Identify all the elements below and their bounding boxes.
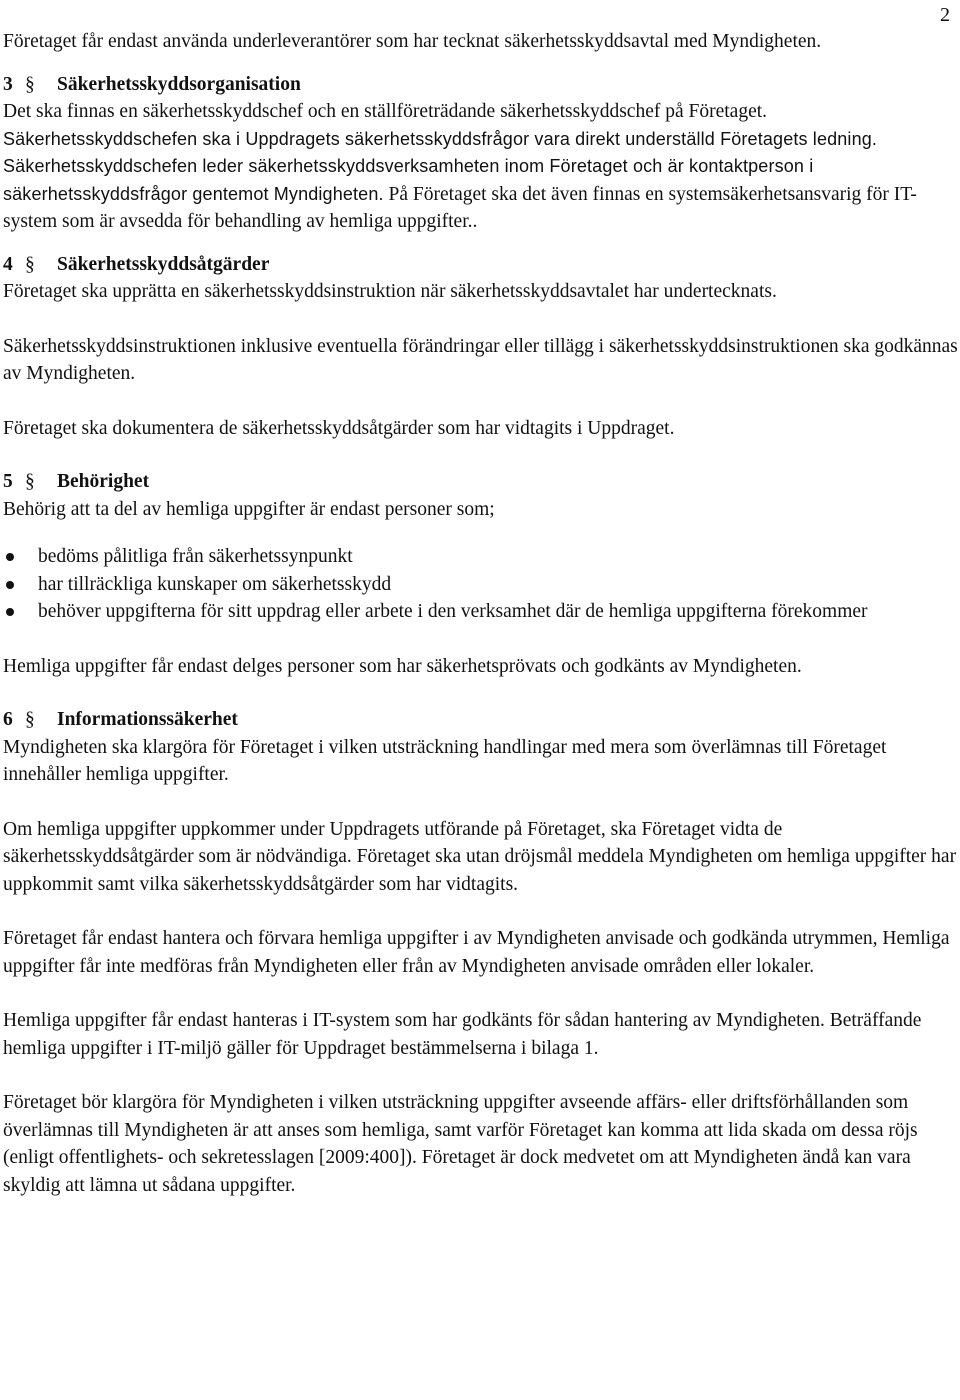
section-6-number: 6 bbox=[3, 709, 13, 730]
list-item bbox=[3, 571, 958, 599]
section-3-heading bbox=[3, 71, 958, 99]
section-6-paragraph-5: Företaget bör klargöra för Myndigheten i vilken utsträckning uppgifter avseende affärs- eller driftsförhållanden som överlämnas till Myndigheten är att anses som hemliga, samt varför Företaget kan komma att lida skada om dessa röjs (enligt offentlighets- och sekretesslagen [2009:400]). Företaget är dock medvetet om att Myndigheten ändå kan vara skyldig att lämna ut sådana uppgifter. bbox=[3, 1092, 918, 1196]
section-4-title: Säkerhetsskyddsåtgärder bbox=[57, 253, 270, 275]
section-3-serif-text: På Företaget ska det även finnas en systemsäkerhetsansvarig för IT-system som är avsedda för behandling av hemliga uppgifter.. bbox=[3, 183, 917, 232]
intro-paragraph: Företaget får endast använda underleverantörer som har tecknat säkerhetsskyddsavtal med Myndigheten. bbox=[3, 31, 822, 52]
paragraph-sign-icon: § bbox=[25, 471, 35, 492]
section-4-number: 4 bbox=[3, 253, 13, 275]
section-5-intro: Behörig att ta del av hemliga uppgifter är endast personer som; bbox=[3, 498, 495, 520]
list-item bbox=[3, 543, 958, 571]
list-item-text: behöver uppgifterna för sitt uppdrag eller arbete i den verksamhet där de hemliga uppgifterna förekommer bbox=[38, 601, 868, 622]
section-6-title: Informationssäkerhet bbox=[57, 709, 238, 730]
section-3-title: Säkerhetsskyddsorganisation bbox=[57, 73, 301, 95]
section-3-number: 3 bbox=[3, 73, 13, 95]
section-6-paragraph-4: Hemliga uppgifter får endast hanteras i IT-system som har godkänts för sådan hantering av Myndigheten. Beträffande hemliga uppgifter i IT-miljö gäller för Uppdraget bestämmelserna i bilaga 1. bbox=[3, 1010, 922, 1059]
section-6-paragraph-3: Företaget får endast hantera och förvara hemliga uppgifter i av Myndigheten anvisade och godkända utrymmen, Hemliga uppgifter får inte medföras från Myndigheten eller från av Myndigheten anvisade områden eller lokaler. bbox=[3, 928, 950, 977]
section-5-number: 5 bbox=[3, 471, 13, 492]
section-3-body bbox=[3, 126, 958, 236]
list-item-text: bedöms pålitliga från säkerhetssynpunkt bbox=[38, 546, 353, 567]
section-6-paragraph-2: Om hemliga uppgifter uppkommer under Uppdragets utförande på Företaget, ska Företaget vidta de säkerhetsskyddsåtgärder som är nödvändiga. Företaget ska utan dröjsmål meddela Myndigheten om hemliga uppgifter har uppkommit samt vilka säkerhetsskyddsåtgärder som har vidtagits. bbox=[3, 818, 957, 895]
section-4-heading bbox=[3, 251, 958, 279]
page-number: 2 bbox=[940, 4, 950, 26]
section-6-paragraph-1: Myndigheten ska klargöra för Företaget i vilken utsträckning handlingar med mera som överlämnas till Företaget innehåller hemliga uppgifter. bbox=[3, 736, 887, 785]
list-item-text: har tillräckliga kunskaper om säkerhetsskydd bbox=[38, 573, 392, 595]
section-3-sans-text: Säkerhetsskyddschefen ska i Uppdragets säkerhetsskyddsfrågor vara direkt underställd Företagets ledning. Säkerhetsskyddschefen leder säkerhetsskyddsverksamheten inom Företaget och är kontaktperson i säkerhetsskyddsfrågor gentemot Myndigheten. bbox=[3, 128, 878, 204]
section-4-paragraph-1: Företaget ska upprätta en säkerhetsskyddsinstruktion när säkerhetsskyddsavtalet har undertecknats. bbox=[3, 281, 777, 302]
document-page bbox=[3, 28, 958, 1199]
bullet-icon bbox=[6, 581, 14, 589]
paragraph-sign-icon: § bbox=[25, 709, 35, 730]
section-3-line1: Det ska finnas en säkerhetsskyddschef och en ställföreträdande säkerhetsskyddschef på Företaget. bbox=[3, 101, 768, 122]
list-item bbox=[3, 598, 958, 626]
bullet-icon bbox=[6, 553, 14, 561]
bullet-icon bbox=[6, 608, 14, 616]
section-5-heading bbox=[3, 468, 958, 496]
section-5-closing: Hemliga uppgifter får endast delges personer som har säkerhetsprövats och godkänts av Myndigheten. bbox=[3, 655, 802, 677]
paragraph-sign-icon: § bbox=[25, 73, 35, 95]
paragraph-sign-icon: § bbox=[25, 253, 35, 275]
section-6-heading bbox=[3, 706, 958, 734]
section-5-title: Behörighet bbox=[57, 471, 150, 492]
section-5-bullet-list bbox=[3, 543, 958, 626]
section-4-paragraph-2: Säkerhetsskyddsinstruktionen inklusive eventuella förändringar eller tillägg i säkerhetsskyddsinstruktionen ska godkännas av Myndigheten. bbox=[3, 335, 958, 384]
section-4-paragraph-3: Företaget ska dokumentera de säkerhetsskyddsåtgärder som har vidtagits i Uppdraget. bbox=[3, 417, 675, 439]
